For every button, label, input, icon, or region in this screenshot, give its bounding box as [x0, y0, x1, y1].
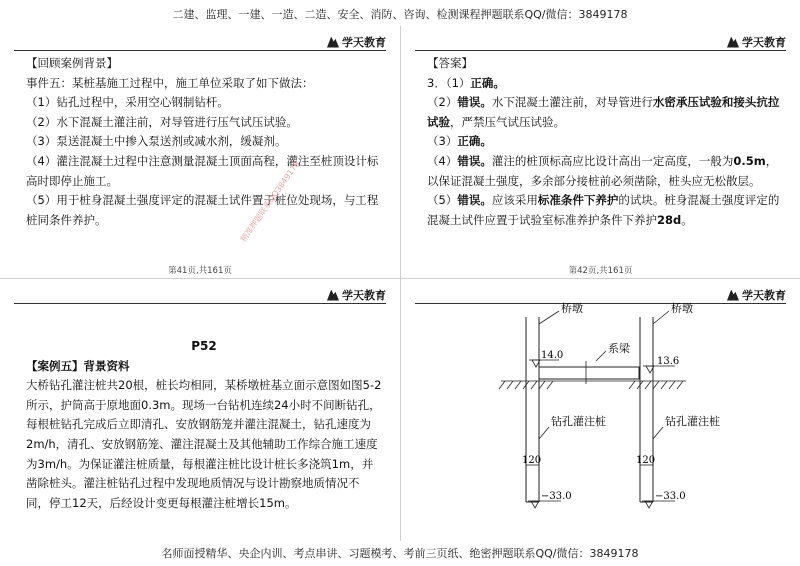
answer-2: （2）错误。水下混凝土灌注前，对导管进行水密承压试验和接头抗拉试验，严禁压气试压试验。	[427, 95, 780, 129]
pile-label-right: 钻孔灌注桩	[665, 415, 720, 428]
page-42	[401, 26, 800, 278]
header-rule	[14, 50, 386, 51]
list-item: （1）钻孔过程中，采用空心钢制钻杆。	[26, 95, 229, 110]
header-rule	[14, 303, 386, 304]
brand-name: 学天教育	[342, 289, 386, 302]
header-rule	[415, 50, 786, 51]
page-41	[0, 26, 400, 278]
footer-banner: 名师面授精华、央企内训、考点串讲、习题模考、考前三页纸、绝密押题联系QQ/微信：3849178	[161, 547, 639, 560]
page-number: 第42页,共161页	[568, 266, 633, 276]
page-41-content	[26, 54, 382, 230]
background-text: 大桥钻孔灌注桩共20根，桩长均相同，某桥墩桩基立面示意图如图5-2所示，护筒高于原地面0.3m。现场一台钻机连续24小时不间断钻孔，每根桩钻孔完成后立即清孔、安放钢筋笼并灌注混凝土，钻孔速度为2m/h，清孔、安放钢筋笼、灌注混凝土及其他辅助工作综合施工速度为3m/h。为保证灌注桩质量，每根灌注桩比设计桩长多浇筑1m，并凿除桩头。灌注桩钻孔过程中发现地质情况与设计勘察地质情况不同，停工12天，后经设计变更每根灌注桩增长15m。	[26, 378, 382, 510]
answer-3: （3）正确。	[427, 134, 492, 149]
tie-beam	[539, 367, 639, 379]
elevation-left-top: 14.0	[541, 350, 564, 361]
section-heading: 【案例五】背景资料	[26, 358, 130, 373]
header-banner: 二建、监理、一建、一造、二造、安全、消防、咨询、检测课程押题联系QQ/微信：3849178	[172, 8, 628, 21]
list-item: （4）灌注混凝土过程中注意测量混凝土顶面高程，灌注至桩顶设计标高时即停止施工。	[26, 153, 379, 188]
pile-dim-left: 120	[522, 455, 542, 466]
answer-5: （5）错误。应该采用标准条件下养护的试块。桩身混凝土强度评定的混凝土试件应置于试验室标准养护条件下养护28d。	[427, 193, 780, 227]
mountain-logo-icon	[727, 37, 739, 48]
brand-name: 学天教育	[742, 289, 786, 302]
pier-label-left: 桥墩	[561, 302, 583, 315]
section-heading: 【回顾案例背景】	[26, 56, 118, 70]
brand-logo	[327, 287, 386, 303]
elevation-right-bottom: −33.0	[655, 491, 686, 502]
page-44	[401, 279, 800, 541]
list-item: （3）泵送混凝土中掺入泵送剂或减水剂，缓凝剂。	[26, 134, 287, 149]
page-43	[0, 279, 400, 541]
brand-name: 学天教育	[342, 36, 386, 49]
pier-label-right: 桥墩	[671, 302, 693, 315]
pile-label-left: 钻孔灌注桩	[551, 415, 606, 428]
answer-4: （4）错误。灌注的桩顶标高应比设计高出一定高度，一般为0.5m，以保证混凝土强度，多余部分接桩前必须凿除，桩头应无松散层。	[427, 153, 778, 188]
brand-name: 学天教育	[742, 36, 786, 49]
right-pile	[640, 379, 653, 502]
ground-line	[499, 381, 686, 389]
list-item: （5）用于桩身混凝土强度评定的混凝土试件置于桩位处现场，与工程桩同条件养护。	[26, 193, 379, 227]
brand-logo	[727, 34, 786, 50]
mountain-logo-icon	[327, 290, 339, 301]
event-intro: 事件五：某桩基施工过程中，施工单位采取了如下做法：	[26, 75, 314, 90]
answer-1: 3．（1）正确。	[427, 75, 505, 90]
watermark: 精准押题联系QQ3849178	[238, 159, 302, 244]
list-item: （2）水下混凝土灌注前，对导管进行压气试压试验。	[26, 114, 298, 129]
page-43-content	[26, 337, 382, 513]
elevation-right-top: 13.6	[657, 356, 680, 367]
pile-dim-right: 120	[636, 455, 656, 466]
mountain-logo-icon	[327, 37, 339, 48]
tie-beam-label: 系梁	[608, 342, 630, 355]
pier-foundation-diagram	[401, 279, 800, 541]
section-heading: 【答案】	[427, 56, 473, 70]
page-label: P52	[191, 339, 217, 353]
elevation-left-bottom: −33.0	[541, 491, 572, 502]
page-number: 第41页,共161页	[168, 266, 232, 276]
left-pier	[526, 317, 539, 379]
brand-logo	[327, 34, 386, 50]
page-42-content	[427, 54, 782, 230]
left-pile	[526, 379, 539, 502]
elevation-marker-right-top	[643, 366, 675, 373]
elevation-marker-left-top	[529, 360, 559, 367]
right-pier	[640, 317, 653, 379]
